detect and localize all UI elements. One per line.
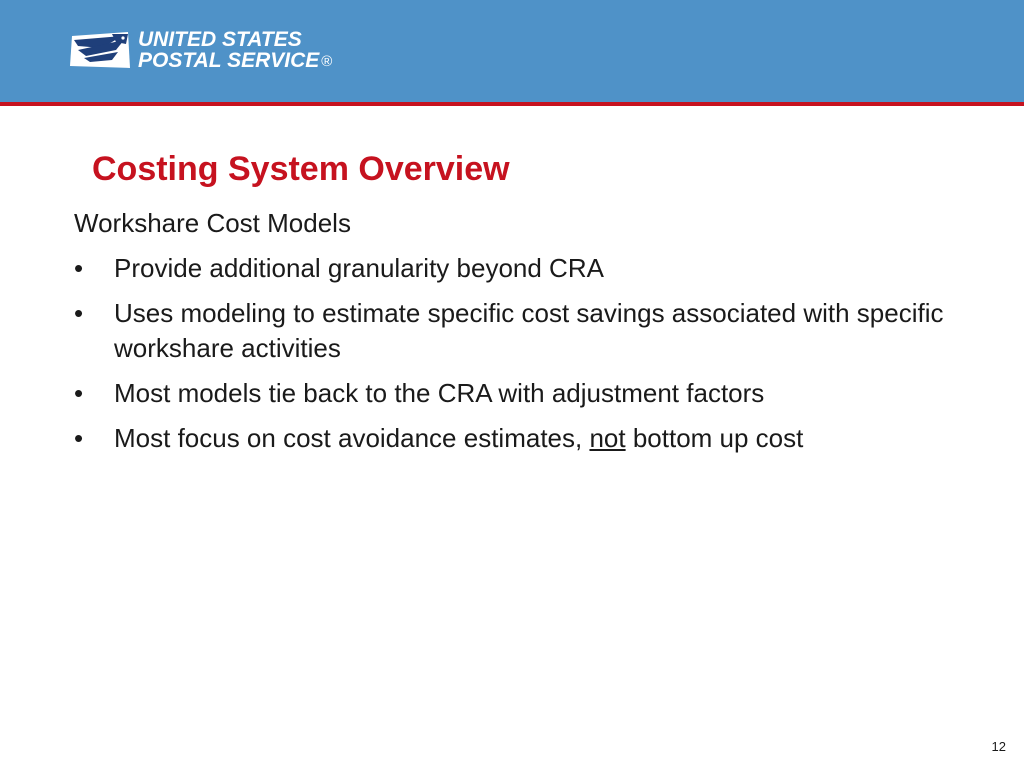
bullet-text-4-post: bottom up cost	[625, 423, 804, 453]
bullet-text-3: Most models tie back to the CRA with adjustment factors	[114, 378, 765, 408]
logo-wordmark	[138, 29, 332, 72]
slide-title: Costing System Overview	[92, 150, 510, 188]
bullet-item-3	[74, 376, 974, 411]
registered-mark: ®	[321, 52, 333, 70]
bullet-text-2: Uses modeling to estimate specific cost savings associated with specific workshare activities	[114, 298, 944, 363]
bullet-text-4	[114, 423, 803, 453]
subheading: Workshare Cost Models	[74, 208, 351, 238]
bullet-text-4-pre: Most focus on cost avoidance estimates,	[114, 423, 590, 453]
logo-line-1: UNITED STATES	[138, 27, 302, 51]
emphasis-not: not	[589, 423, 626, 453]
bullet-item-4	[74, 421, 974, 456]
bullet-dot: •	[74, 253, 84, 283]
bullet-dot: •	[74, 423, 84, 453]
eagle-icon	[68, 28, 134, 72]
bullet-text-1: Provide additional granularity beyond CRA	[114, 253, 604, 283]
slide-content	[74, 206, 974, 466]
bullet-dot: •	[74, 378, 84, 408]
header-red-rule	[0, 102, 1024, 106]
bullet-item-2	[74, 296, 974, 366]
logo-line-2-text: POSTAL SERVICE	[138, 48, 320, 72]
usps-logo	[68, 26, 332, 74]
page-number: 12	[991, 739, 1006, 754]
bullet-list	[74, 251, 974, 456]
logo-line-2	[138, 50, 332, 72]
bullet-dot: •	[74, 298, 84, 328]
bullet-item-1	[74, 251, 974, 286]
